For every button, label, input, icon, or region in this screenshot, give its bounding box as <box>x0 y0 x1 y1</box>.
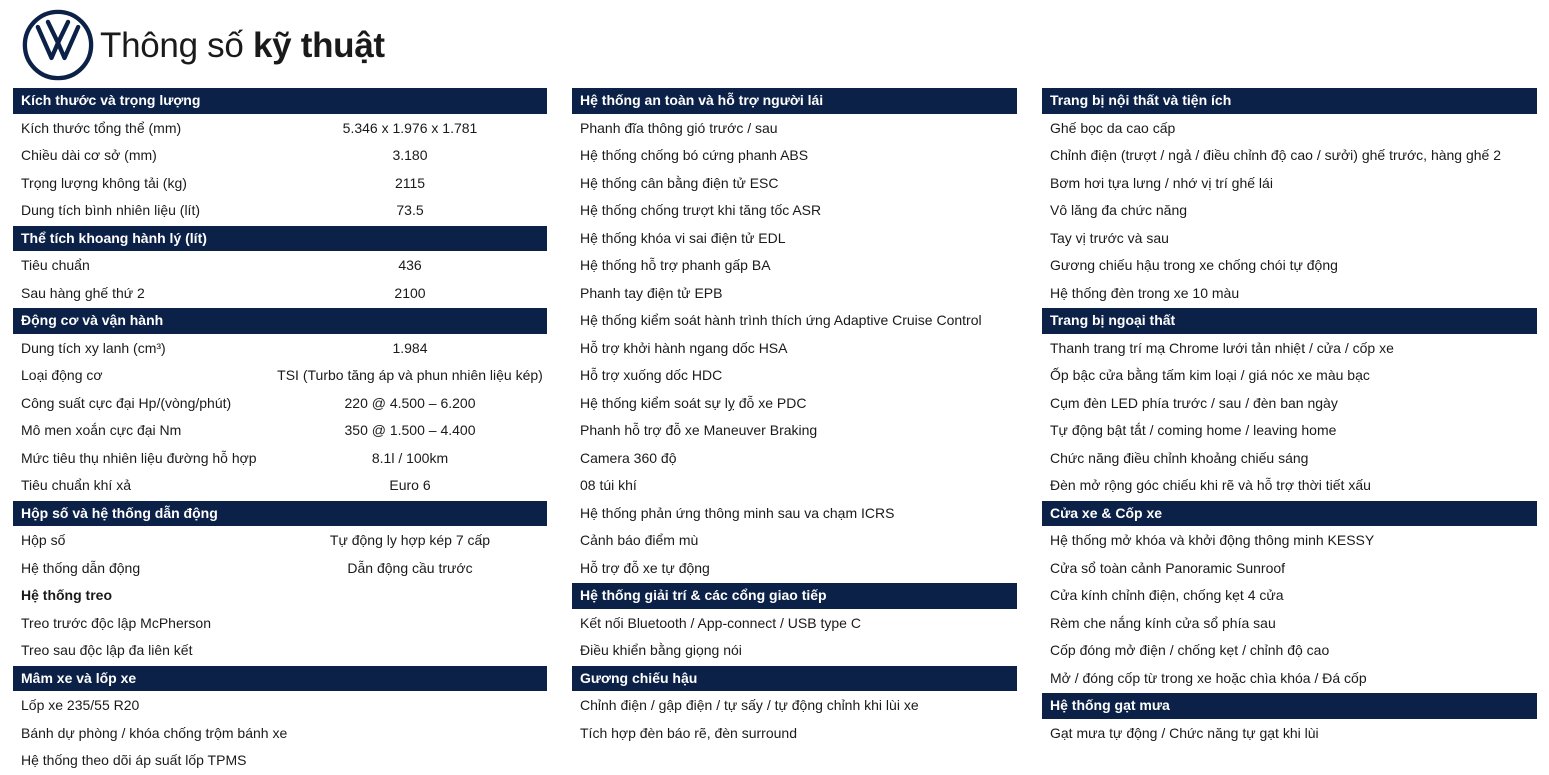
list-item: Gương chiếu hậu trong xe chống chói tự động <box>1050 257 1338 273</box>
column-safety-entertainment <box>572 87 1017 747</box>
list-item: Chỉnh điện (trượt / ngả / điều chỉnh độ cao / sưởi) ghế trước, hàng ghế 2 <box>1050 147 1502 163</box>
list-item: Phanh tay điện tử EPB <box>580 284 723 301</box>
list-item: Cửa sổ toàn cảnh Panoramic Sunroof <box>1050 559 1286 576</box>
section-header: Cửa xe & Cốp xe <box>1042 501 1537 527</box>
vw-logo-icon <box>22 9 94 81</box>
list-item: 08 túi khí <box>580 477 637 493</box>
list-item: Hỗ trợ xuống dốc HDC <box>580 367 723 383</box>
list-item: Tay vị trước và sau <box>1050 229 1169 246</box>
column-interior-exterior <box>1042 87 1537 747</box>
page-title: Thông số kỹ thuật <box>100 26 385 65</box>
list-item: Hệ thống đèn trong xe 10 màu <box>1050 284 1240 301</box>
spec-row: Chiều dài cơ sở (mm) 3.180 <box>21 147 428 163</box>
spec-row: Mô men xoắn cực đại Nm 350 @ 1.500 – 4.400 <box>21 422 476 438</box>
list-item: Điều khiển bằng giọng nói <box>580 642 742 658</box>
spec-row: Công suất cực đại Hp/(vòng/phút) 220 @ 4.500 – 6.200 <box>21 394 476 411</box>
list-item: Bơm hơi tựa lưng / nhớ vị trí ghế lái <box>1050 174 1273 191</box>
section-header: Gương chiếu hậu <box>572 666 1017 692</box>
list-item: Đèn mở rộng góc chiếu khi rẽ và hỗ trợ thời tiết xấu <box>1050 477 1371 493</box>
list-item: Hệ thống phản ứng thông minh sau va chạm ICRS <box>580 504 895 521</box>
spec-row: Tiêu chuẩn khí xả Euro 6 <box>21 477 431 493</box>
subsection-header: Hệ thống treo <box>21 587 112 603</box>
spec-row: Kích thước tổng thể (mm) 5.346 x 1.976 x 1.781 <box>21 119 478 136</box>
list-item: Hệ thống chống trượt khi tăng tốc ASR <box>580 202 822 218</box>
section-header: Thể tích khoang hành lý (lít) <box>13 226 547 252</box>
section-header: Trang bị ngoại thất <box>1042 308 1537 334</box>
list-item: Hệ thống khóa vi sai điện tử EDL <box>580 229 786 246</box>
list-item: Ghế bọc da cao cấp <box>1050 119 1176 136</box>
list-item: Cốp đóng mở điện / chống kẹt / chỉnh độ cao <box>1050 642 1330 658</box>
list-item: Chức năng điều chỉnh khoảng chiếu sáng <box>1050 449 1309 466</box>
list-item: Kết nối Bluetooth / App-connect / USB type C <box>580 614 861 631</box>
section-header: Kích thước và trọng lượng <box>13 88 547 114</box>
spec-row: Dung tích bình nhiên liệu (lít) 73.5 <box>21 202 424 218</box>
list-item: Cụm đèn LED phía trước / sau / đèn ban ngày <box>1050 394 1338 411</box>
section-header: Hộp số và hệ thống dẫn động <box>13 501 547 527</box>
spec-row: Lốp xe 235/55 R20 <box>21 697 140 713</box>
list-item: Tích hợp đèn báo rẽ, đèn surround <box>580 724 797 741</box>
spec-row: Trọng lượng không tải (kg) 2115 <box>21 174 426 191</box>
list-item: Cảnh báo điểm mù <box>580 532 699 548</box>
spec-row: Dung tích xy lanh (cm³) 1.984 <box>21 339 428 356</box>
section-header: Hệ thống an toàn và hỗ trợ người lái <box>572 88 1017 114</box>
spec-row: Treo trước độc lập McPherson <box>21 614 211 631</box>
list-item: Hệ thống kiểm soát sự lỵ đỗ xe PDC <box>580 394 807 411</box>
section-header: Hệ thống gạt mưa <box>1042 693 1537 719</box>
section-header: Mâm xe và lốp xe <box>13 666 547 692</box>
section-header: Trang bị nội thất và tiện ích <box>1042 88 1537 114</box>
list-item: Hỗ trợ đỗ xe tự động <box>580 559 710 576</box>
list-item: Hệ thống cân bằng điện tử ESC <box>580 174 779 191</box>
list-item: Ốp bậc cửa bằng tấm kim loại / giá nóc xe màu bạc <box>1050 367 1370 383</box>
list-item: Hệ thống hỗ trợ phanh gấp BA <box>580 257 771 273</box>
list-item: Thanh trang trí mạ Chrome lưới tản nhiệt / cửa / cốp xe <box>1050 339 1394 356</box>
list-item: Gạt mưa tự động / Chức năng tự gạt khi lùi <box>1050 724 1319 741</box>
list-item: Hỗ trợ khởi hành ngang dốc HSA <box>580 339 788 356</box>
list-item: Vô lăng đa chức năng <box>1050 202 1188 218</box>
spec-row: Loại động cơ TSI (Turbo tăng áp và phun nhiên liệu kép) <box>21 367 543 383</box>
list-item: Cửa kính chỉnh điện, chống kẹt 4 cửa <box>1050 587 1284 603</box>
page-header <box>22 9 385 81</box>
list-item: Mở / đóng cốp từ trong xe hoặc chìa khóa / Đá cốp <box>1050 669 1367 686</box>
list-item: Camera 360 độ <box>580 449 677 466</box>
list-item: Hệ thống chống bó cứng phanh ABS <box>580 147 809 163</box>
list-item: Phanh đĩa thông gió trước / sau <box>580 119 778 136</box>
spec-row: Hệ thống theo dõi áp suất lốp TPMS <box>21 752 247 768</box>
list-item: Tự động bật tắt / coming home / leaving home <box>1050 422 1337 438</box>
section-header: Hệ thống giải trí & các cổng giao tiếp <box>572 583 1017 609</box>
spec-row: Hệ thống dẫn động Dẫn động cầu trước <box>21 559 473 576</box>
spec-row: Sau hàng ghế thứ 2 2100 <box>21 284 426 301</box>
list-item: Rèm che nắng kính cửa sổ phía sau <box>1050 614 1276 631</box>
spec-row: Bánh dự phòng / khóa chống trộm bánh xe <box>21 724 288 741</box>
list-item: Hệ thống mở khóa và khởi động thông minh KESSY <box>1050 532 1375 548</box>
column-dimensions-engine <box>13 87 547 775</box>
spec-row: Tiêu chuẩn 436 <box>21 257 422 273</box>
list-item: Hệ thống kiểm soát hành trình thích ứng Adaptive Cruise Control <box>580 312 982 328</box>
spec-row: Treo sau độc lập đa liên kết <box>21 642 193 658</box>
list-item: Chỉnh điện / gập điện / tự sấy / tự động chỉnh khi lùi xe <box>580 697 919 713</box>
spec-row: Hộp số Tự động ly hợp kép 7 cấp <box>21 532 491 548</box>
spec-row: Mức tiêu thụ nhiên liệu đường hỗ hợp 8.1l / 100km <box>21 449 449 466</box>
section-header: Động cơ và vận hành <box>13 308 547 334</box>
list-item: Phanh hỗ trợ đỗ xe Maneuver Braking <box>580 422 818 438</box>
